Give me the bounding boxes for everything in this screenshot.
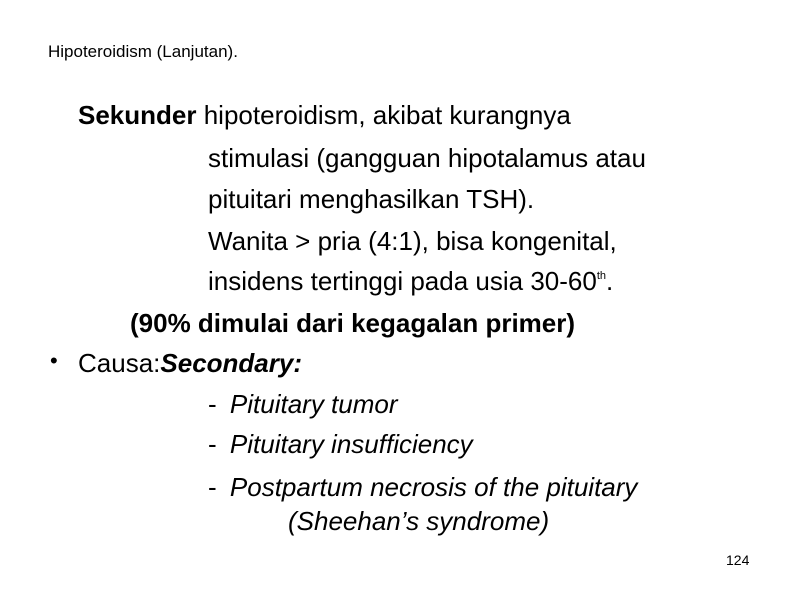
- list-dash: -: [208, 472, 217, 502]
- list-item: [208, 472, 637, 502]
- para-line-3: pituitari menghasilkan TSH).: [208, 184, 535, 214]
- para-line-4: Wanita > pria (4:1), bisa kongenital,: [208, 226, 617, 256]
- list-dash: -: [208, 429, 217, 459]
- list-dash: -: [208, 389, 217, 419]
- para-line-5-end: .: [606, 266, 614, 296]
- slide-title: Hipoteroidism (Lanjutan).: [48, 42, 238, 61]
- causa-line: [78, 348, 302, 378]
- para-line-2: stimulasi (gangguan hipotalamus atau: [208, 143, 646, 173]
- list-item-continuation: (Sheehan’s syndrome): [288, 506, 550, 536]
- para-line-5: [208, 266, 613, 296]
- list-item-text: Pituitary insufficiency: [229, 429, 473, 459]
- list-item-text: Pituitary tumor: [229, 389, 398, 419]
- page-number: 124: [726, 552, 750, 568]
- list-item: [208, 389, 398, 419]
- note-line: (90% dimulai dari kegagalan primer): [130, 308, 576, 338]
- list-item-text: Postpartum necrosis of the pituitary: [229, 472, 638, 502]
- list-item: [208, 429, 473, 459]
- para-line-1: [78, 100, 571, 130]
- superscript-th: th: [596, 270, 607, 282]
- causa-label: Causa:: [78, 348, 161, 378]
- para-line-1-rest: hipoteroidism, akibat kurangnya: [196, 100, 571, 130]
- bullet-marker: •: [50, 348, 58, 373]
- secondary-label: Secondary:: [160, 348, 302, 378]
- sekunder-bold-term: Sekunder: [78, 100, 197, 130]
- para-line-5-text: insidens tertinggi pada usia 30-60: [208, 266, 597, 296]
